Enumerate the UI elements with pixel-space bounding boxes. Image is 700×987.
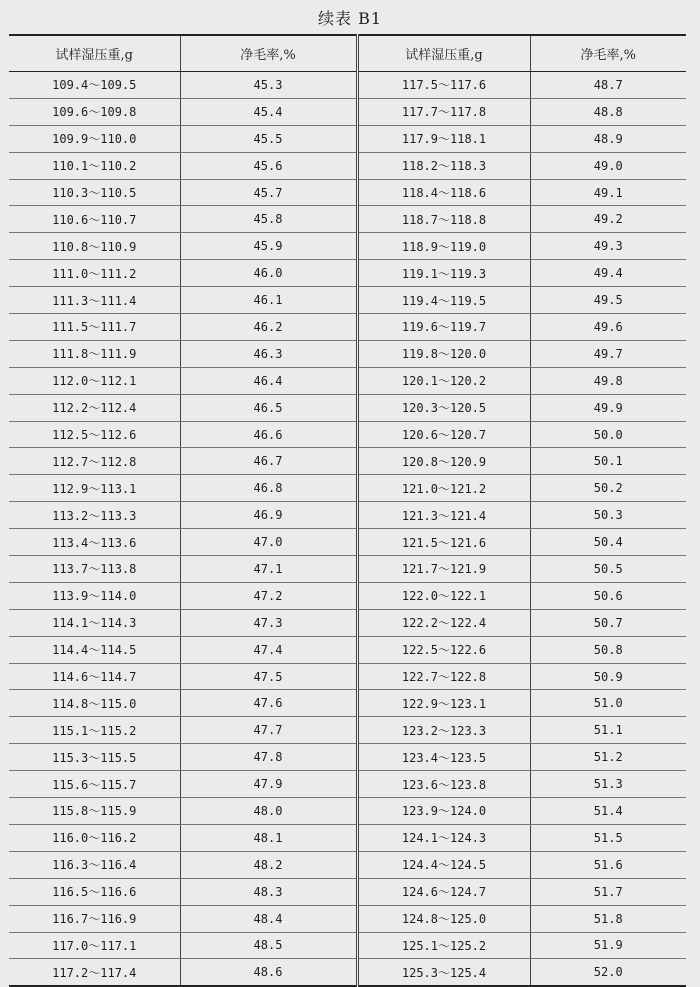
data-table <box>9 34 686 987</box>
wet-weight-left-cell: 113.2～113.3 <box>9 502 180 529</box>
wet-weight-left-cell: 113.9～114.0 <box>9 582 180 609</box>
wet-weight-left-cell: 111.5～111.7 <box>9 314 180 341</box>
yield-left-cell: 46.7 <box>180 448 357 475</box>
yield-right-cell: 50.6 <box>530 582 686 609</box>
yield-left-cell: 47.5 <box>180 663 357 690</box>
wet-weight-right-cell: 121.3～121.4 <box>357 502 530 529</box>
yield-left-cell: 47.7 <box>180 717 357 744</box>
wet-weight-right-cell: 123.6～123.8 <box>357 771 530 798</box>
yield-right-cell: 51.7 <box>530 878 686 905</box>
yield-right-cell: 51.8 <box>530 905 686 932</box>
wet-weight-right-cell: 122.9～123.1 <box>357 690 530 717</box>
yield-right-cell: 50.9 <box>530 663 686 690</box>
table-row <box>9 717 686 744</box>
wet-weight-left-cell: 115.8～115.9 <box>9 798 180 825</box>
yield-right-cell: 50.3 <box>530 502 686 529</box>
table-row <box>9 663 686 690</box>
wet-weight-right-cell: 119.6～119.7 <box>357 314 530 341</box>
wet-weight-right-cell: 117.7～117.8 <box>357 98 530 125</box>
yield-right-cell: 51.0 <box>530 690 686 717</box>
table-row <box>9 690 686 717</box>
wet-weight-right-cell: 121.5～121.6 <box>357 529 530 556</box>
yield-left-cell: 47.1 <box>180 556 357 583</box>
table-row <box>9 556 686 583</box>
yield-right-cell: 51.6 <box>530 851 686 878</box>
table-row <box>9 179 686 206</box>
table-row <box>9 125 686 152</box>
wet-weight-left-cell: 113.4～113.6 <box>9 529 180 556</box>
table-row <box>9 529 686 556</box>
yield-right-cell: 51.3 <box>530 771 686 798</box>
wet-weight-right-cell: 122.7～122.8 <box>357 663 530 690</box>
yield-left-cell: 45.8 <box>180 206 357 233</box>
header-yield-right: 净毛率,% <box>530 35 686 72</box>
yield-right-cell: 51.2 <box>530 744 686 771</box>
wet-weight-left-cell: 116.5～116.6 <box>9 878 180 905</box>
yield-left-cell: 47.0 <box>180 529 357 556</box>
wet-weight-left-cell: 111.8～111.9 <box>9 340 180 367</box>
wet-weight-left-cell: 114.4～114.5 <box>9 636 180 663</box>
yield-right-cell: 49.2 <box>530 206 686 233</box>
table-row <box>9 448 686 475</box>
yield-right-cell: 51.9 <box>530 932 686 959</box>
yield-left-cell: 47.3 <box>180 609 357 636</box>
yield-right-cell: 49.4 <box>530 260 686 287</box>
yield-right-cell: 50.5 <box>530 556 686 583</box>
wet-weight-left-cell: 109.6～109.8 <box>9 98 180 125</box>
wet-weight-right-cell: 122.5～122.6 <box>357 636 530 663</box>
yield-left-cell: 47.8 <box>180 744 357 771</box>
table-row <box>9 932 686 959</box>
wet-weight-right-cell: 124.8～125.0 <box>357 905 530 932</box>
yield-left-cell: 48.5 <box>180 932 357 959</box>
wet-weight-right-cell: 120.1～120.2 <box>357 367 530 394</box>
wet-weight-left-cell: 115.6～115.7 <box>9 771 180 798</box>
yield-right-cell: 50.2 <box>530 475 686 502</box>
wet-weight-left-cell: 109.9～110.0 <box>9 125 180 152</box>
wet-weight-right-cell: 125.3～125.4 <box>357 959 530 986</box>
yield-left-cell: 47.4 <box>180 636 357 663</box>
yield-left-cell: 45.5 <box>180 125 357 152</box>
table-row <box>9 609 686 636</box>
yield-right-cell: 49.7 <box>530 340 686 367</box>
table-row <box>9 582 686 609</box>
yield-left-cell: 45.6 <box>180 152 357 179</box>
wet-weight-right-cell: 119.8～120.0 <box>357 340 530 367</box>
wet-weight-left-cell: 117.0～117.1 <box>9 932 180 959</box>
table-title: 续表 B1 <box>317 9 383 28</box>
wet-weight-left-cell: 115.3～115.5 <box>9 744 180 771</box>
table-row <box>9 502 686 529</box>
wet-weight-left-cell: 110.8～110.9 <box>9 233 180 260</box>
wet-weight-right-cell: 118.2～118.3 <box>357 152 530 179</box>
table-row <box>9 636 686 663</box>
table-row <box>9 287 686 314</box>
table-row <box>9 959 686 986</box>
yield-right-cell: 49.8 <box>530 367 686 394</box>
wet-weight-left-cell: 113.7～113.8 <box>9 556 180 583</box>
wet-weight-right-cell: 118.9～119.0 <box>357 233 530 260</box>
yield-left-cell: 45.9 <box>180 233 357 260</box>
yield-right-cell: 49.1 <box>530 179 686 206</box>
yield-left-cell: 48.2 <box>180 851 357 878</box>
header-wet-weight-right: 试样湿压重,g <box>357 35 530 72</box>
wet-weight-left-cell: 116.0～116.2 <box>9 824 180 851</box>
yield-left-cell: 48.0 <box>180 798 357 825</box>
yield-left-cell: 46.6 <box>180 421 357 448</box>
yield-right-cell: 49.5 <box>530 287 686 314</box>
wet-weight-left-cell: 117.2～117.4 <box>9 959 180 986</box>
table-row <box>9 475 686 502</box>
table-row <box>9 771 686 798</box>
header-wet-weight-left: 试样湿压重,g <box>9 35 180 72</box>
yield-right-cell: 49.6 <box>530 314 686 341</box>
header-yield-left: 净毛率,% <box>180 35 357 72</box>
wet-weight-right-cell: 121.7～121.9 <box>357 556 530 583</box>
table-row <box>9 340 686 367</box>
wet-weight-right-cell: 122.0～122.1 <box>357 582 530 609</box>
wet-weight-left-cell: 112.9～113.1 <box>9 475 180 502</box>
wet-weight-right-cell: 117.5～117.6 <box>357 72 530 99</box>
table-row <box>9 905 686 932</box>
table-row <box>9 851 686 878</box>
table-row <box>9 206 686 233</box>
yield-left-cell: 48.6 <box>180 959 357 986</box>
yield-left-cell: 48.3 <box>180 878 357 905</box>
table-row <box>9 314 686 341</box>
wet-weight-left-cell: 112.7～112.8 <box>9 448 180 475</box>
yield-right-cell: 51.5 <box>530 824 686 851</box>
wet-weight-right-cell: 118.7～118.8 <box>357 206 530 233</box>
yield-right-cell: 50.8 <box>530 636 686 663</box>
wet-weight-left-cell: 110.6～110.7 <box>9 206 180 233</box>
wet-weight-left-cell: 111.0～111.2 <box>9 260 180 287</box>
yield-left-cell: 46.4 <box>180 367 357 394</box>
header-row <box>9 35 686 72</box>
table-row <box>9 233 686 260</box>
wet-weight-left-cell: 110.3～110.5 <box>9 179 180 206</box>
table-row <box>9 421 686 448</box>
yield-right-cell: 50.0 <box>530 421 686 448</box>
table-row <box>9 878 686 905</box>
yield-left-cell: 45.7 <box>180 179 357 206</box>
wet-weight-right-cell: 124.4～124.5 <box>357 851 530 878</box>
yield-right-cell: 50.1 <box>530 448 686 475</box>
table-row <box>9 824 686 851</box>
wet-weight-left-cell: 114.1～114.3 <box>9 609 180 636</box>
yield-left-cell: 46.9 <box>180 502 357 529</box>
yield-right-cell: 48.7 <box>530 72 686 99</box>
table-row <box>9 394 686 421</box>
yield-left-cell: 47.9 <box>180 771 357 798</box>
table-row <box>9 98 686 125</box>
wet-weight-left-cell: 112.0～112.1 <box>9 367 180 394</box>
wet-weight-right-cell: 119.4～119.5 <box>357 287 530 314</box>
wet-weight-left-cell: 116.3～116.4 <box>9 851 180 878</box>
table-row <box>9 367 686 394</box>
wet-weight-right-cell: 124.1～124.3 <box>357 824 530 851</box>
yield-left-cell: 47.2 <box>180 582 357 609</box>
table-row <box>9 798 686 825</box>
wet-weight-left-cell: 114.8～115.0 <box>9 690 180 717</box>
wet-weight-right-cell: 125.1～125.2 <box>357 932 530 959</box>
yield-left-cell: 46.5 <box>180 394 357 421</box>
wet-weight-right-cell: 121.0～121.2 <box>357 475 530 502</box>
table-row <box>9 72 686 99</box>
yield-left-cell: 45.3 <box>180 72 357 99</box>
yield-left-cell: 45.4 <box>180 98 357 125</box>
wet-weight-left-cell: 112.5～112.6 <box>9 421 180 448</box>
yield-right-cell: 50.4 <box>530 529 686 556</box>
wet-weight-left-cell: 115.1～115.2 <box>9 717 180 744</box>
table-row <box>9 152 686 179</box>
table-row <box>9 744 686 771</box>
yield-left-cell: 46.2 <box>180 314 357 341</box>
yield-left-cell: 46.0 <box>180 260 357 287</box>
yield-right-cell: 49.3 <box>530 233 686 260</box>
yield-left-cell: 46.8 <box>180 475 357 502</box>
wet-weight-left-cell: 116.7～116.9 <box>9 905 180 932</box>
table-row <box>9 260 686 287</box>
wet-weight-left-cell: 111.3～111.4 <box>9 287 180 314</box>
wet-weight-right-cell: 119.1～119.3 <box>357 260 530 287</box>
wet-weight-left-cell: 114.6～114.7 <box>9 663 180 690</box>
yield-right-cell: 52.0 <box>530 959 686 986</box>
yield-left-cell: 46.1 <box>180 287 357 314</box>
wet-weight-right-cell: 120.3～120.5 <box>357 394 530 421</box>
yield-right-cell: 51.1 <box>530 717 686 744</box>
wet-weight-left-cell: 109.4～109.5 <box>9 72 180 99</box>
yield-right-cell: 49.0 <box>530 152 686 179</box>
wet-weight-right-cell: 123.4～123.5 <box>357 744 530 771</box>
wet-weight-right-cell: 120.6～120.7 <box>357 421 530 448</box>
yield-right-cell: 51.4 <box>530 798 686 825</box>
yield-left-cell: 48.1 <box>180 824 357 851</box>
yield-right-cell: 49.9 <box>530 394 686 421</box>
wet-weight-right-cell: 123.9～124.0 <box>357 798 530 825</box>
yield-right-cell: 48.9 <box>530 125 686 152</box>
wet-weight-left-cell: 110.1～110.2 <box>9 152 180 179</box>
wet-weight-right-cell: 117.9～118.1 <box>357 125 530 152</box>
yield-right-cell: 50.7 <box>530 609 686 636</box>
table-body <box>9 72 686 987</box>
wet-weight-right-cell: 118.4～118.6 <box>357 179 530 206</box>
wet-weight-right-cell: 120.8～120.9 <box>357 448 530 475</box>
wet-weight-right-cell: 122.2～122.4 <box>357 609 530 636</box>
wet-weight-right-cell: 123.2～123.3 <box>357 717 530 744</box>
wet-weight-right-cell: 124.6～124.7 <box>357 878 530 905</box>
yield-left-cell: 47.6 <box>180 690 357 717</box>
yield-left-cell: 46.3 <box>180 340 357 367</box>
yield-left-cell: 48.4 <box>180 905 357 932</box>
wet-weight-left-cell: 112.2～112.4 <box>9 394 180 421</box>
yield-right-cell: 48.8 <box>530 98 686 125</box>
